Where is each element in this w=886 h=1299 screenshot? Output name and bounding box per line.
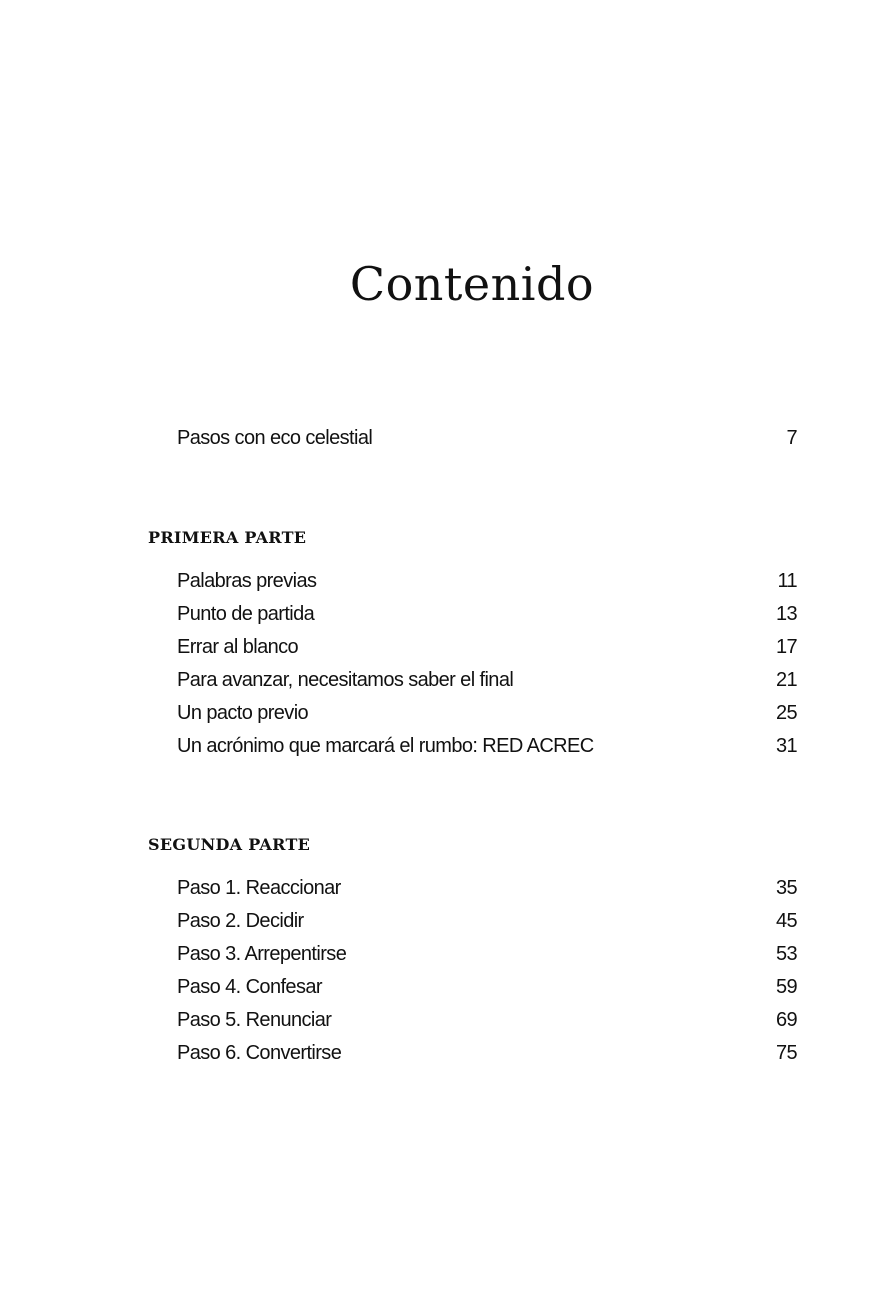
toc-entry-page: 13 (775, 603, 797, 625)
toc-entry[interactable] (177, 730, 797, 763)
toc-entry-label: Errar al blanco (177, 636, 299, 658)
toc-entry-label: Un acrónimo que marcará el rumbo: RED ACREC (177, 735, 594, 757)
toc-entry-label: Paso 5. Renunciar (177, 1009, 332, 1031)
toc-entry-label: Palabras previas (177, 570, 317, 592)
toc-entry-label: Para avanzar, necesitamos saber el final (177, 669, 514, 691)
toc-entry-label: Paso 6. Convertirse (177, 1042, 342, 1064)
toc-entry-label: Paso 4. Confesar (177, 976, 322, 998)
page-title: Contenido (349, 257, 595, 311)
toc-entry-page: 21 (775, 669, 797, 691)
toc-entry[interactable] (177, 905, 797, 938)
toc-entry-page: 31 (775, 735, 797, 757)
toc-entry-label: Paso 1. Reaccionar (177, 877, 341, 899)
toc-entry[interactable] (177, 664, 797, 697)
toc-entry-page: 59 (775, 976, 797, 998)
toc-entry-page: 11 (777, 570, 797, 592)
toc-entry-page: 35 (775, 877, 797, 899)
toc-entry-page: 17 (775, 636, 797, 658)
toc-entry[interactable] (177, 565, 797, 598)
toc-entry-page: 45 (775, 910, 797, 932)
toc-entry-page: 75 (775, 1042, 797, 1064)
toc-entry-label: Un pacto previo (177, 702, 309, 724)
toc-entry[interactable] (177, 872, 797, 905)
toc-entry-page: 25 (775, 702, 797, 724)
toc-entry-label: Punto de partida (177, 603, 315, 625)
toc-entry-page: 53 (775, 943, 797, 965)
toc-entry-page: 7 (786, 427, 797, 449)
toc-entry[interactable] (177, 938, 797, 971)
toc-entry[interactable] (177, 1037, 797, 1070)
section-heading-segunda-parte: SEGUNDA PARTE (148, 835, 311, 854)
section-heading-primera-parte: PRIMERA PARTE (148, 528, 307, 547)
toc-entry-intro[interactable] (177, 422, 797, 455)
toc-entry[interactable] (177, 598, 797, 631)
toc-entry[interactable] (177, 631, 797, 664)
toc-entry[interactable] (177, 971, 797, 1004)
toc-entry-label: Paso 2. Decidir (177, 910, 304, 932)
toc-entry-label: Paso 3. Arrepentirse (177, 943, 347, 965)
toc-entry-page: 69 (775, 1009, 797, 1031)
toc-entry-label: Pasos con eco celestial (177, 427, 373, 449)
toc-entry[interactable] (177, 697, 797, 730)
toc-entry[interactable] (177, 1004, 797, 1037)
